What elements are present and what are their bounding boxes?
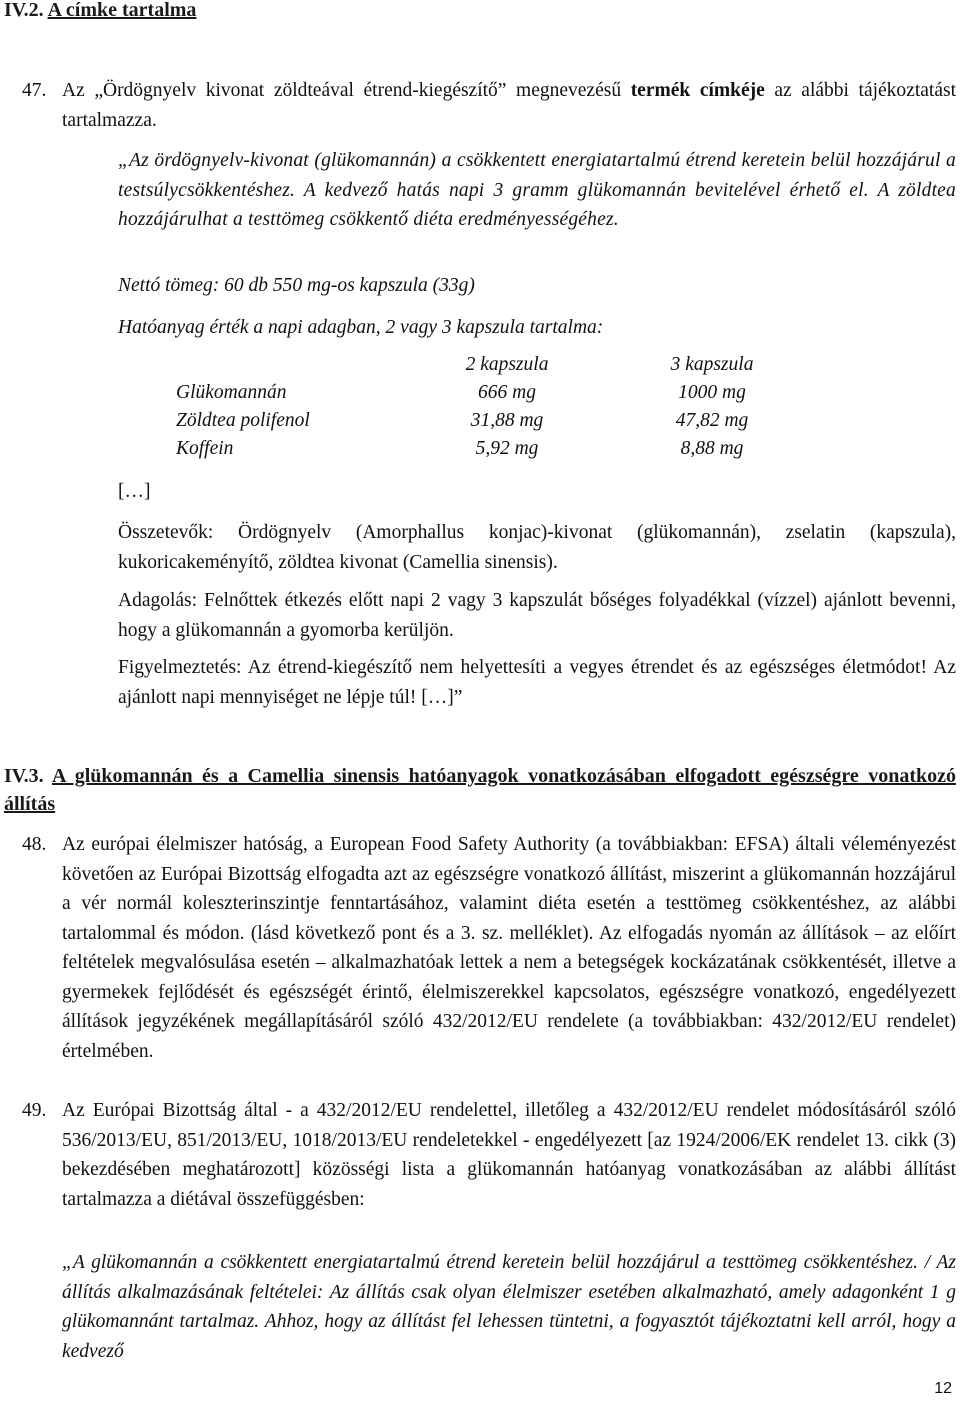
page-number: 12 bbox=[934, 1380, 952, 1397]
label-active-ingredients: Hatóanyag érték a napi adagban, 2 vagy 3 kapszula tartalma: bbox=[118, 317, 604, 338]
paragraph-49-quote: „A glükomannán a csökkentett energiatartalmú étrend keretein belül hozzájárul a testtömeg csökkentéshez. / Az állítás alkalmazásának feltételei: Az állítás csak olyan élelmiszer esetében alkalmazható, amely adagonként 1 g glükomannánt tartalmaz. Ahhoz, hogy az állítást fel lehessen tüntetni, a fogyasztót tájékoztatni kell arról, hogy a kedvező bbox=[62, 1252, 956, 1362]
label-warning: Figyelmeztetés: Az étrend-kiegészítő nem helyettesíti a vegyes étrendet és az egészséges életmódot! Az ajánlott napi mennyiséget ne lépje túl! […]” bbox=[118, 657, 956, 708]
table-cell: Koffein bbox=[176, 438, 234, 459]
table-cell: 31,88 mg bbox=[470, 410, 544, 431]
table-cell: 47,82 mg bbox=[675, 410, 749, 431]
section-heading-iv2 bbox=[4, 0, 196, 26]
label-ingredients: Összetevők: Ördögnyelv (Amorphallus konjac)-kivonat (glükomannán), zselatin (kapszula), kukoricakeményítő, zöldtea kivonat (Camellia sinensis). bbox=[118, 522, 956, 573]
section-title: A címke tartalma bbox=[47, 0, 197, 21]
paragraph-number-49: 49. bbox=[22, 1100, 47, 1121]
table-cell: 666 mg bbox=[478, 382, 536, 403]
table-cell: 1000 mg bbox=[678, 382, 746, 403]
paragraph-number-47: 47. bbox=[22, 80, 47, 101]
table-header-row bbox=[170, 351, 822, 379]
section-heading-iv3 bbox=[4, 762, 956, 818]
table-row bbox=[170, 379, 822, 407]
table-cell: Glükomannán bbox=[176, 382, 287, 403]
p47-text-a: Az „Ördögnyelv kivonat zöldteával étrend-kiegészítő” megnevezésű bbox=[62, 80, 631, 101]
table-header-cell: 2 kapszula bbox=[465, 354, 549, 375]
table-cell: Zöldtea polifenol bbox=[176, 410, 310, 431]
label-net-weight: Nettó tömeg: 60 db 550 mg-os kapszula (33g) bbox=[118, 275, 475, 296]
table-row bbox=[170, 435, 822, 463]
table-header-cell: 3 kapszula bbox=[670, 354, 754, 375]
table-cell: 8,88 mg bbox=[680, 438, 744, 459]
p47-text-bold: termék címkéje bbox=[630, 80, 765, 101]
table-header-cell bbox=[170, 351, 412, 379]
table-cell: 5,92 mg bbox=[475, 438, 539, 459]
p47-text-c: az alábbi tájékoztatást tartalmazza. bbox=[62, 80, 956, 131]
section-number: IV.2. bbox=[4, 0, 44, 21]
paragraph-49: Az Európai Bizottság által - a 432/2012/EU rendelettel, illetőleg a 432/2012/EU rendelet módosításáról szóló 536/2013/EU, 851/2013/EU, 1018/2013/EU rendeletekkel - engedélyezett [az 1924/2006/EK rendelet 13. cikk (3) bekezdésében meghatározott] közösségi lista a glükomannán hatóanyag vonatkozásában az alábbi állítást tartalmazza a diétával összefüggésben: bbox=[62, 1100, 956, 1210]
label-ellipsis: […] bbox=[118, 481, 151, 502]
label-claim: „Az ördögnyelv-kivonat (glükomannán) a csökkentett energiatartalmú étrend keretein belül hozzájárul a testsúlycsökkentéshez. A kedvező hatás napi 3 gramm glükomannán bevitelével érhető el. A zöldtea hozzájárulhat a testtömeg csökkentő diéta eredményességéhez. bbox=[118, 150, 956, 230]
paragraph-48: Az európai élelmiszer hatóság, a European Food Safety Authority (a továbbiakban: EFSA) általi véleményezést követően az Európai Bizottság elfogadta azt az egészségre vonatkozó állítást, miszerint a glükomannán hozzájárul a vér normál koleszterinszintje fenntartásához, valamint diéta esetén a testtömeg csökkentéshez, az alábbi tartalommal és módon. (lásd következő pont és a 3. sz. melléklet). Az elfogadás nyomán az állítások – az előírt feltételek megvalósulása esetén – alkalmazhatóak lettek a nem a betegségek kockázatának csökkentését, illetve a gyermekek fejlődését és egészségét érintő, élelmiszerekkel kapcsolatos, egészségre vonatkozó, engedélyezett állítások jegyzékének megállapításáról szóló 432/2012/EU rendelete (a továbbiakban: 432/2012/EU rendelet) értelmében. bbox=[62, 834, 956, 1062]
paragraph-47 bbox=[62, 76, 956, 135]
section-number: IV.3. bbox=[4, 765, 44, 787]
section-title: A glükomannán és a Camellia sinensis hatóanyagok vonatkozásában elfogadott egészségre vonatkozó állítás bbox=[4, 765, 956, 815]
label-dosage: Adagolás: Felnőttek étkezés előtt napi 2 vagy 3 kapszulát bőséges folyadékkal (vízzel) ajánlott bevenni, hogy a glükomannán a gyomorba kerüljön. bbox=[118, 590, 956, 641]
paragraph-number-48: 48. bbox=[22, 834, 47, 855]
dosage-table bbox=[170, 351, 822, 463]
table-row bbox=[170, 407, 822, 435]
